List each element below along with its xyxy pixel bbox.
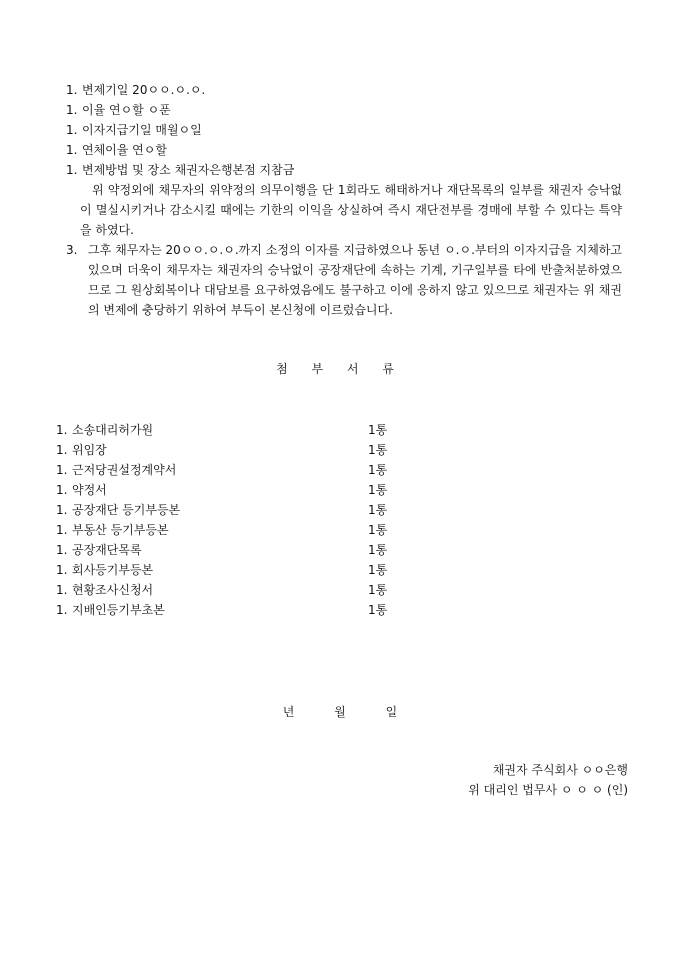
attachment-name: 소송대리허가원 bbox=[72, 423, 154, 437]
attachment-number: 1. bbox=[56, 563, 68, 577]
attachment-quantity: 1통 bbox=[368, 503, 388, 517]
term-number: 1. bbox=[66, 103, 78, 117]
attachment-number: 1. bbox=[56, 503, 68, 517]
attachment-quantity: 1통 bbox=[368, 563, 388, 577]
attachment-name: 공장재단목록 bbox=[72, 543, 142, 557]
attachment-quantity: 1통 bbox=[368, 543, 388, 557]
term-text: 연체이율 연ㅇ할 bbox=[82, 143, 167, 157]
attachment-item bbox=[56, 420, 416, 440]
term-number: 1. bbox=[66, 163, 78, 177]
default-claim-paragraph bbox=[66, 240, 622, 320]
attachment-item bbox=[56, 540, 416, 560]
attachment-name: 약정서 bbox=[72, 483, 107, 497]
attachment-number: 1. bbox=[56, 423, 68, 437]
attachment-item bbox=[56, 580, 416, 600]
attachment-name: 공장재단 등기부등본 bbox=[72, 503, 181, 517]
term-repayment-date bbox=[66, 80, 626, 100]
term-text: 이자지급기일 매월ㅇ일 bbox=[82, 123, 202, 137]
attachment-quantity: 1통 bbox=[368, 483, 388, 497]
attachment-item bbox=[56, 520, 416, 540]
attachment-item bbox=[56, 440, 416, 460]
paragraph-text: 그후 채무자는 20ㅇㅇ.ㅇ.ㅇ.까지 소정의 이자를 지급하였으나 동년 ㅇ.ㅇ.부터의 이자지급을 지체하고 있으며 더욱이 채무자는 채권자의 승낙없이 공장재단에 속하는 기계, 기구일부를 타에 반출처분하였으므로 그 원상회복이나 대담보를 요구하였음에도 불구하고 이에 응하지 않고 있으므로 채권자는 위 채권의 변제에 충당하기 위하여 부득이 본신청에 이르렀습니다. bbox=[88, 243, 622, 317]
agent-signature: 위 대리인 법무사 ㅇ ㅇ ㅇ (인) bbox=[468, 783, 628, 797]
term-repayment-method bbox=[66, 160, 626, 180]
attachment-quantity: 1통 bbox=[368, 443, 388, 457]
term-number: 1. bbox=[66, 123, 78, 137]
attachment-name: 위임장 bbox=[72, 443, 107, 457]
attachment-quantity: 1통 bbox=[368, 463, 388, 477]
attachments-list bbox=[56, 420, 416, 620]
attachment-item bbox=[56, 500, 416, 520]
creditor-name: 채권자 주식회사 ㅇㅇ은행 bbox=[492, 763, 628, 777]
attachment-name: 지배인등기부초본 bbox=[72, 603, 165, 617]
attachment-item bbox=[56, 480, 416, 500]
attachment-number: 1. bbox=[56, 443, 68, 457]
term-overdue-rate bbox=[66, 140, 626, 160]
term-text: 변제기일 20ㅇㅇ.ㅇ.ㅇ. bbox=[82, 83, 206, 97]
term-number: 1. bbox=[66, 143, 78, 157]
attachment-item bbox=[56, 600, 416, 620]
attachments-title: 첨 부 서 류 bbox=[276, 362, 404, 376]
term-interest-rate bbox=[66, 100, 626, 120]
term-text: 이율 연ㅇ할 ㅇ푼 bbox=[82, 103, 171, 117]
term-text: 변제방법 및 장소 채권자은행본점 지참금 bbox=[82, 163, 295, 177]
attachment-number: 1. bbox=[56, 483, 68, 497]
attachment-number: 1. bbox=[56, 463, 68, 477]
attachment-quantity: 1통 bbox=[368, 603, 388, 617]
loan-terms-list bbox=[66, 80, 626, 180]
attachment-name: 회사등기부등본 bbox=[72, 563, 154, 577]
term-interest-payment-date bbox=[66, 120, 626, 140]
attachment-number: 1. bbox=[56, 583, 68, 597]
attachment-item bbox=[56, 460, 416, 480]
attachment-name: 현황조사신청서 bbox=[72, 583, 154, 597]
attachment-quantity: 1통 bbox=[368, 523, 388, 537]
attachment-number: 1. bbox=[56, 543, 68, 557]
date-line: 년 월 일 bbox=[282, 705, 398, 719]
attachment-item bbox=[56, 560, 416, 580]
special-agreement-paragraph: 위 약정외에 채무자의 위약정의 의무이행을 단 1회라도 해태하거나 재단목록의 일부를 채권자 승낙없이 멸실시키거나 감소시킬 때에는 기한의 이익을 상실하여 즉시 재단전부를 경매에 부할 수 있다는 특약을 하였다. bbox=[80, 183, 622, 237]
attachment-quantity: 1통 bbox=[368, 583, 388, 597]
attachment-quantity: 1통 bbox=[368, 423, 388, 437]
attachment-number: 1. bbox=[56, 523, 68, 537]
signatory-block bbox=[468, 760, 628, 800]
term-number: 1. bbox=[66, 83, 78, 97]
attachment-name: 근저당권설정계약서 bbox=[72, 463, 177, 477]
attachment-number: 1. bbox=[56, 603, 68, 617]
paragraph-number: 3. bbox=[66, 243, 78, 257]
attachment-name: 부동산 등기부등본 bbox=[72, 523, 169, 537]
